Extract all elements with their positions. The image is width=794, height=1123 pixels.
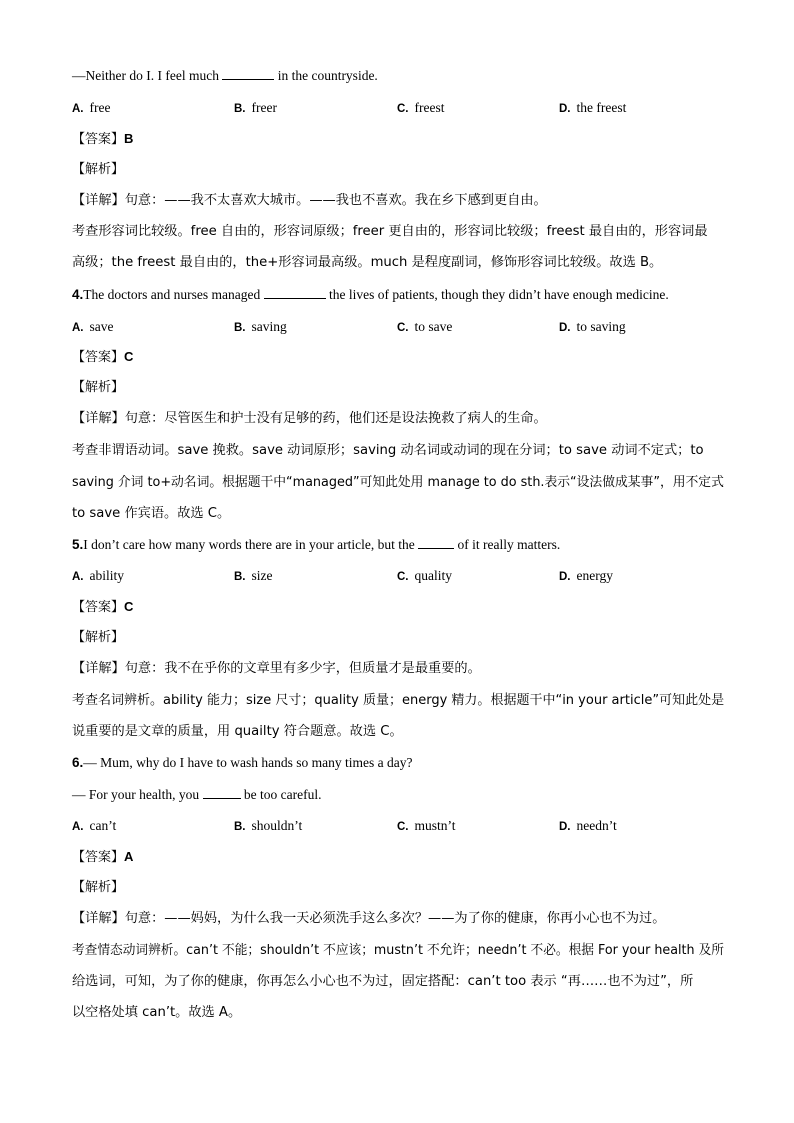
option-d: D. needn’t (559, 818, 617, 833)
q5-explanation-line: 考查名词辨析。ability 能力；size 尺寸；quality 质量；energy 精力。根据题干中“in your article”可知此处是 (72, 693, 725, 708)
q6-options (72, 817, 772, 835)
q4-detail: 【详解】句意：尽管医生和护士没有足够的药，他们还是设法挽救了病人的生命。 (72, 411, 547, 426)
q4-explanation-line: saving 介词 to+动名词。根据题干中“managed”可知此处用 manage to do sth.表示“设法做成某事”，用不定式 (72, 475, 724, 490)
option-d: D. energy (559, 568, 613, 583)
q3-detail: 【详解】句意：——我不太喜欢大城市。——我也不喜欢。我在乡下感到更自由。 (72, 193, 547, 208)
answer-blank (203, 786, 241, 799)
q3-explanation-line: 高级；the freest 最自由的，the+形容词最高级。much 是程度副词，修饰形容词比较级。故选 B。 (72, 255, 663, 270)
q4-answer: 【答案】C (72, 349, 134, 365)
option-c: C. to save (397, 319, 453, 334)
q6-explanation-line: 考查情态动词辨析。can’t 不能；shouldn’t 不应该；mustn’t 不允许；needn’t 不必。根据 For your health 及所 (72, 943, 724, 958)
q6-explanation-line: 以空格处填 can’t。故选 A。 (72, 1005, 242, 1020)
option-a: A. ability (72, 568, 124, 583)
q4-explanation-line: 考查非谓语动词。save 挽救。save 动词原形；saving 动名词或动词的现在分词；to save 动词不定式；to (72, 443, 704, 458)
q6-stem: 6.— Mum, why do I have to wash hands so many times a day? (72, 755, 413, 770)
q5-analysis-label: 【解析】 (72, 630, 125, 645)
answer-blank (264, 286, 326, 299)
q4-stem: 4.The doctors and nurses managed the lives of patients, though they didn’t have enough medicine. (72, 287, 669, 302)
option-b: B. freer (234, 100, 277, 115)
option-a: A. save (72, 319, 114, 334)
q6-stem-response: — For your health, you be too careful. (72, 787, 322, 802)
option-c: C. mustn’t (397, 818, 456, 833)
option-b: B. shouldn’t (234, 818, 303, 833)
option-c: C. freest (397, 100, 445, 115)
q4-options (72, 318, 772, 336)
q6-explanation-line: 给选词，可知，为了你的健康，你再怎么小心也不为过，固定搭配：can’t too 表示 “再……也不为过”，所 (72, 974, 694, 989)
q6-detail: 【详解】句意：——妈妈，为什么我一天必须洗手这么多次？——为了你的健康，你再小心也不为过。 (72, 911, 666, 926)
option-b: B. size (234, 568, 273, 583)
answer-blank (418, 536, 454, 549)
option-d: D. to saving (559, 319, 626, 334)
option-a: A. can’t (72, 818, 117, 833)
q3-explanation-line: 考查形容词比较级。free 自由的，形容词原级；freer 更自由的，形容词比较级；freest 最自由的，形容词最 (72, 224, 708, 239)
q4-explanation-line: to save 作宾语。故选 C。 (72, 506, 231, 521)
q5-explanation-line: 说重要的是文章的质量，用 quailty 符合题意。故选 C。 (72, 724, 403, 739)
option-c: C. quality (397, 568, 452, 583)
q4-analysis-label: 【解析】 (72, 380, 125, 395)
q5-detail: 【详解】句意：我不在乎你的文章里有多少字，但质量才是最重要的。 (72, 661, 481, 676)
q3-stem: —Neither do I. I feel much in the countryside. (72, 68, 378, 83)
q6-analysis-label: 【解析】 (72, 880, 125, 895)
q5-options (72, 567, 772, 585)
answer-blank (222, 67, 274, 80)
q3-analysis-label: 【解析】 (72, 162, 125, 177)
option-d: D. the freest (559, 100, 627, 115)
q3-options (72, 99, 772, 117)
q6-answer: 【答案】A (72, 849, 134, 865)
q5-stem: 5.I don’t care how many words there are in your article, but the of it really matters. (72, 537, 561, 552)
option-b: B. saving (234, 319, 287, 334)
q5-answer: 【答案】C (72, 599, 134, 615)
option-a: A. free (72, 100, 111, 115)
q3-answer: 【答案】B (72, 131, 134, 147)
